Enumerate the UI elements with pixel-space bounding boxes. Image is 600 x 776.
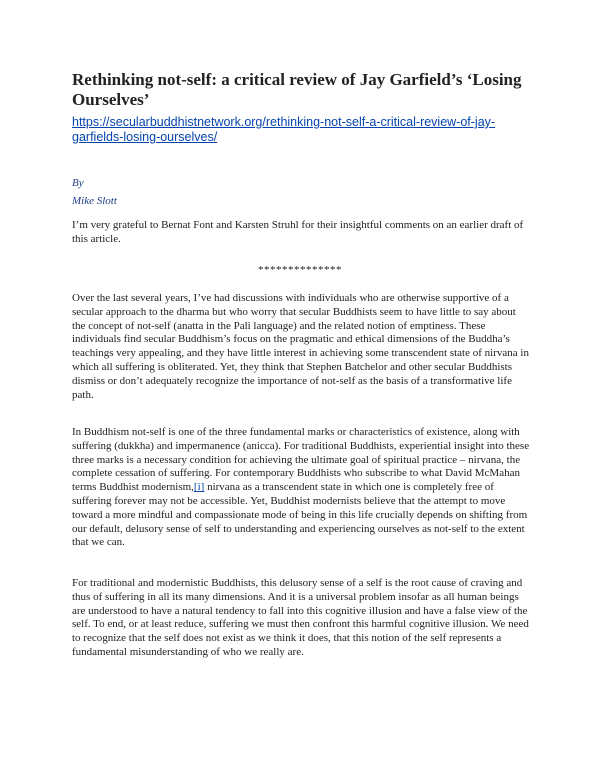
paragraph-1: Over the last several years, I’ve had discussions with individuals who are otherwise supportive of a secular approach to the dharma but who worry that secular Buddhists seem to have little to say about the concept of not-self (anatta in the Pali language) and the related notion of emptiness. These individuals find secular Buddhism’s focus on the pragmatic and ethical dimensions of the Buddha’s teachings very appealing, and they have little interest in achieving some transcendent state of nirvana in which all suffering is obliterated. Yet, they think that Stephen Batchelor and other secular Buddhists dismiss or don’t adequately recognize the importance of not-self as the basis of a transformative life path. xyxy=(72,292,529,401)
paragraph-3: For traditional and modernistic Buddhists, this delusory sense of a self is the root cause of craving and thus of suffering in all its many dimensions. And it is a universal problem insofar as all human beings are understood to have a natural tendency to fall into this cognitive illusion and have a false view of the self. To end, or at least reduce, suffering we must then confront this harmful cognitive illusion. We need to recognize that the self does not exist as we think it does, that this notion of the self represents a fundamental misunderstanding of who we really are. xyxy=(72,577,529,658)
byline-label: By xyxy=(72,177,84,189)
author-name: Mike Slott xyxy=(72,195,117,207)
paragraph-2 xyxy=(72,426,532,550)
acknowledgment-paragraph: I’m very grateful to Bernat Font and Karsten Struhl for their insightful comments on an earlier draft of this article. xyxy=(72,219,524,245)
paragraph-2-text-start: In Buddhism not-self is one of the three fundamental marks or characteristics of existence, along with suffering (dukkha) and impermanence (anicca). For traditional Buddhists, experiential insight into these three marks is a necessary condition for achieving the ultimate goal of spiritual practice – nirvana, the complete cessation of suffering. For contemporary Buddhists who subscribe to what David McMahan terms Buddhist modernism, xyxy=(72,426,530,494)
source-link[interactable]: https://secularbuddhistnetwork.org/rethinking-not-self-a-critical-review-of-jay-garfields-losing-ourselves/ xyxy=(72,115,496,144)
paragraph-2-text-end: nirvana as a transcendent state in which one is completely free of suffering forever may not be accessible. Yet, Buddhist modernists believe that the attempt to move toward a more mindful and compassionate mode of being in this life crucially depends on shifting from our default, delusory sense of self to understanding and experiencing ourselves as not-self to the extent that we can. xyxy=(72,481,528,549)
footnote-link[interactable]: [i] xyxy=(193,481,205,494)
section-separator: ************** xyxy=(258,264,342,276)
article-title: Rethinking not-self: a critical review of Jay Garfield’s ‘Losing Ourselves’ xyxy=(72,70,522,109)
